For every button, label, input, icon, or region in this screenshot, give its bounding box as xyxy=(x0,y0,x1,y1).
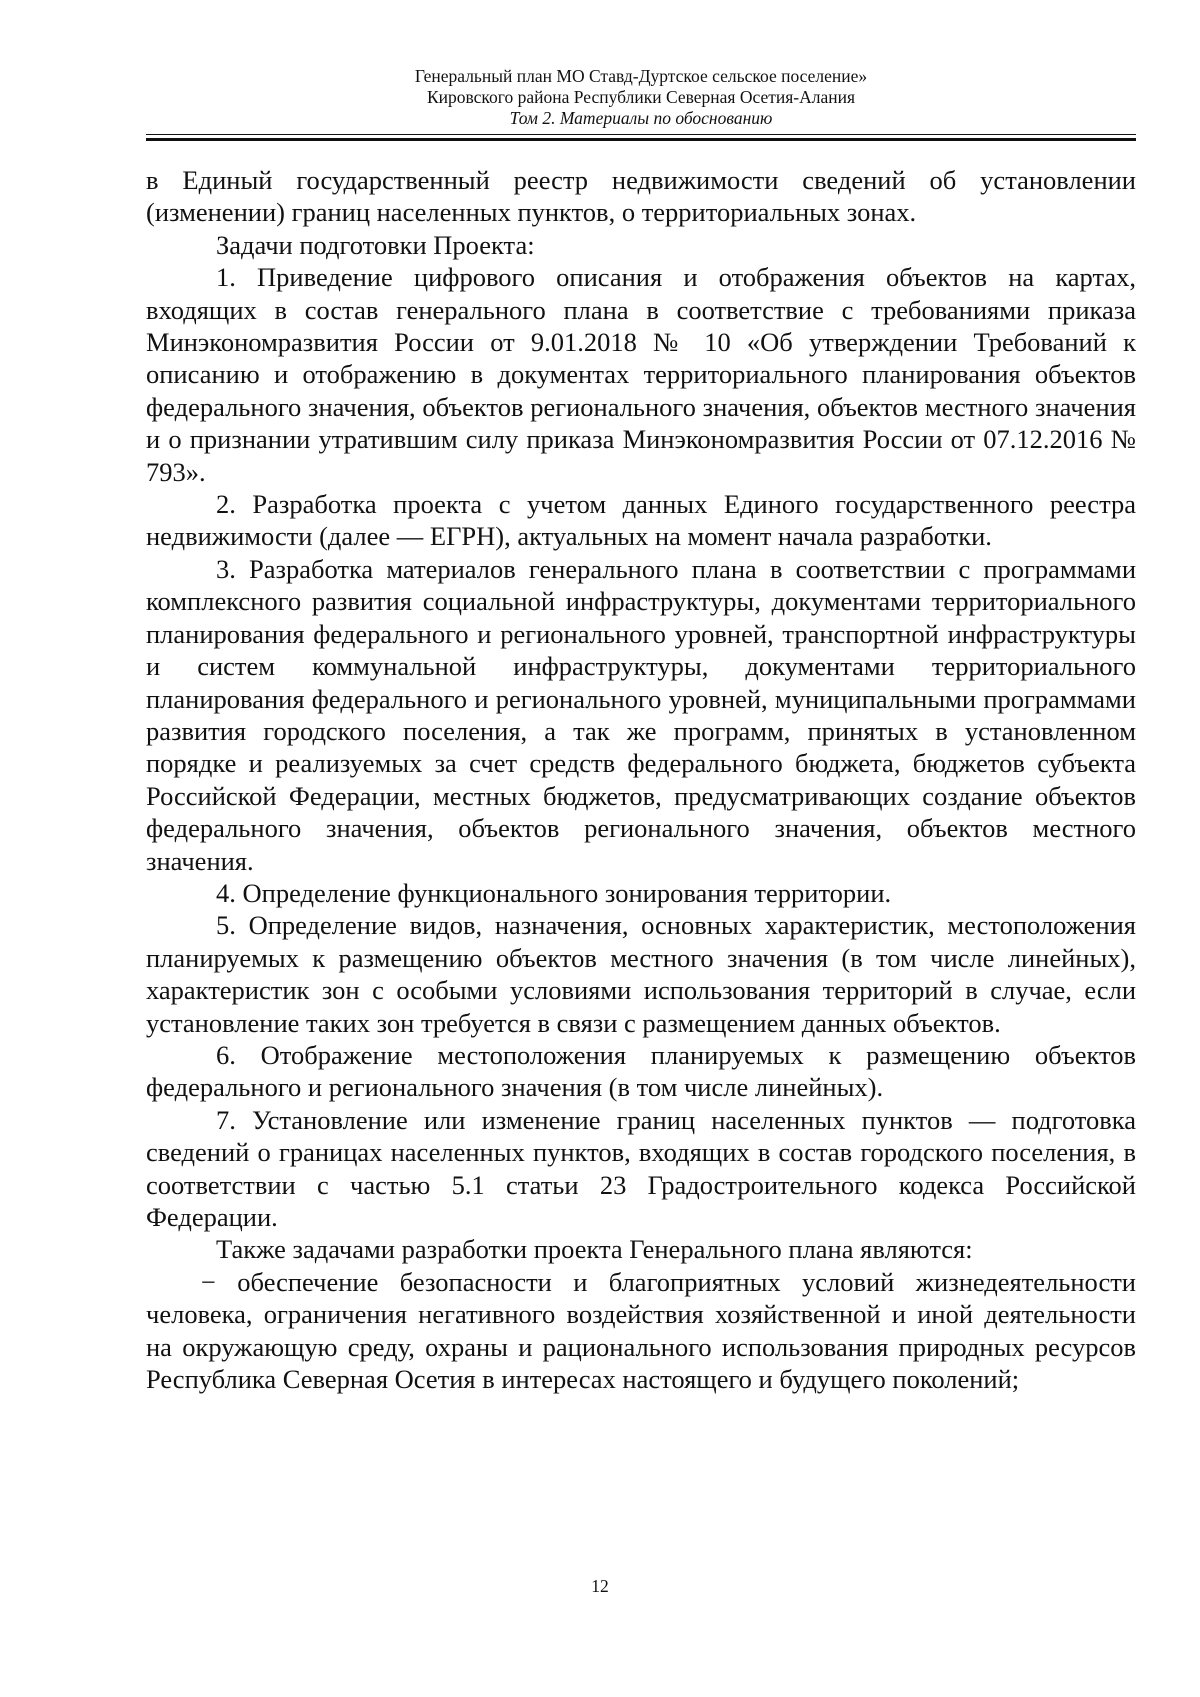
header-volume-line: Том 2. Материалы по обоснованию xyxy=(509,108,773,128)
paragraph: Задачи подготовки Проекта: xyxy=(216,229,535,260)
header-rule-thick xyxy=(146,138,1136,141)
paragraph: Также задачами разработки проекта Генерального плана являются: xyxy=(216,1234,973,1265)
paragraph: − обеспечение безопасности и благоприятных условий жизнедеятельности человека, ограничения негативного воздействия хозяйственной и иной деятельности на окружающую среду, охраны и рационального использования природных ресурсов Республика Северная Осетия в интересах настоящего и будущего поколений; xyxy=(146,1266,1136,1395)
paragraph: 2. Разработка проекта с учетом данных Единого государственного реестра недвижимости (далее — ЕГРН), актуальных на момент начала разработки. xyxy=(146,489,1136,552)
paragraph: 1. Приведение цифрового описания и отображения объектов на картах, входящих в состав генерального плана в соответствие с требованиями приказа Минэкономразвития России от 9.01.2018 № 10 «Об утверждении Требований к описанию и отображению в документах территориального планирования объектов федерального значения, объектов регионального значения, объектов местного значения и о признании утратившим силу приказа Минэкономразвития России от 07.12.2016 № 793». xyxy=(146,262,1136,487)
header-title-line: Генеральный план МО Ставд-Дуртское сельское поселение» xyxy=(414,66,868,86)
paragraph: 5. Определение видов, назначения, основных характеристик, местоположения планируемых к размещению объектов местного значения (в том числе линейных), характеристик зон с особыми условиями использования территорий в случае, если установление таких зон требуется в связи с размещением данных объектов. xyxy=(146,910,1136,1038)
paragraph: 7. Установление или изменение границ населенных пунктов — подготовка сведений о границах населенных пунктов, входящих в состав городского поселения, в соответствии с частью 5.1 статьи 23 Градостроительного кодекса Российской Федерации. xyxy=(146,1104,1136,1232)
header-rule-thin xyxy=(146,134,1136,135)
header-region-line: Кировского района Республики Северная Осетия-Алания xyxy=(426,87,856,107)
paragraph: 3. Разработка материалов генерального плана в соответствии с программами комплексного развития социальной инфраструктуры, документами территориального планирования федерального и регионального уровней, транспортной инфраструктуры и систем коммунальной инфраструктуры, документами территориального планирования федерального и регионального уровней, муниципальными программами развития городского поселения, а так же программ, принятых в установленном порядке и реализуемых за счет средств федерального бюджета, бюджетов субъекта Российской Федерации, местных бюджетов, предусматривающих создание объектов федерального значения, объектов регионального значения, объектов местного значения. xyxy=(146,553,1136,876)
paragraph: 4. Определение функционального зонирования территории. xyxy=(216,877,892,908)
running-header xyxy=(146,66,1136,129)
paragraph: 6. Отображение местоположения планируемых к размещению объектов федерального и регионального значения (в том числе линейных). xyxy=(146,1039,1136,1103)
paragraph: в Единый государственный реестр недвижимости сведений об установлении (изменении) границ населенных пунктов, о территориальных зонах. xyxy=(146,165,1136,228)
body-text xyxy=(146,164,1136,1395)
page-number: 12 xyxy=(591,1576,609,1596)
